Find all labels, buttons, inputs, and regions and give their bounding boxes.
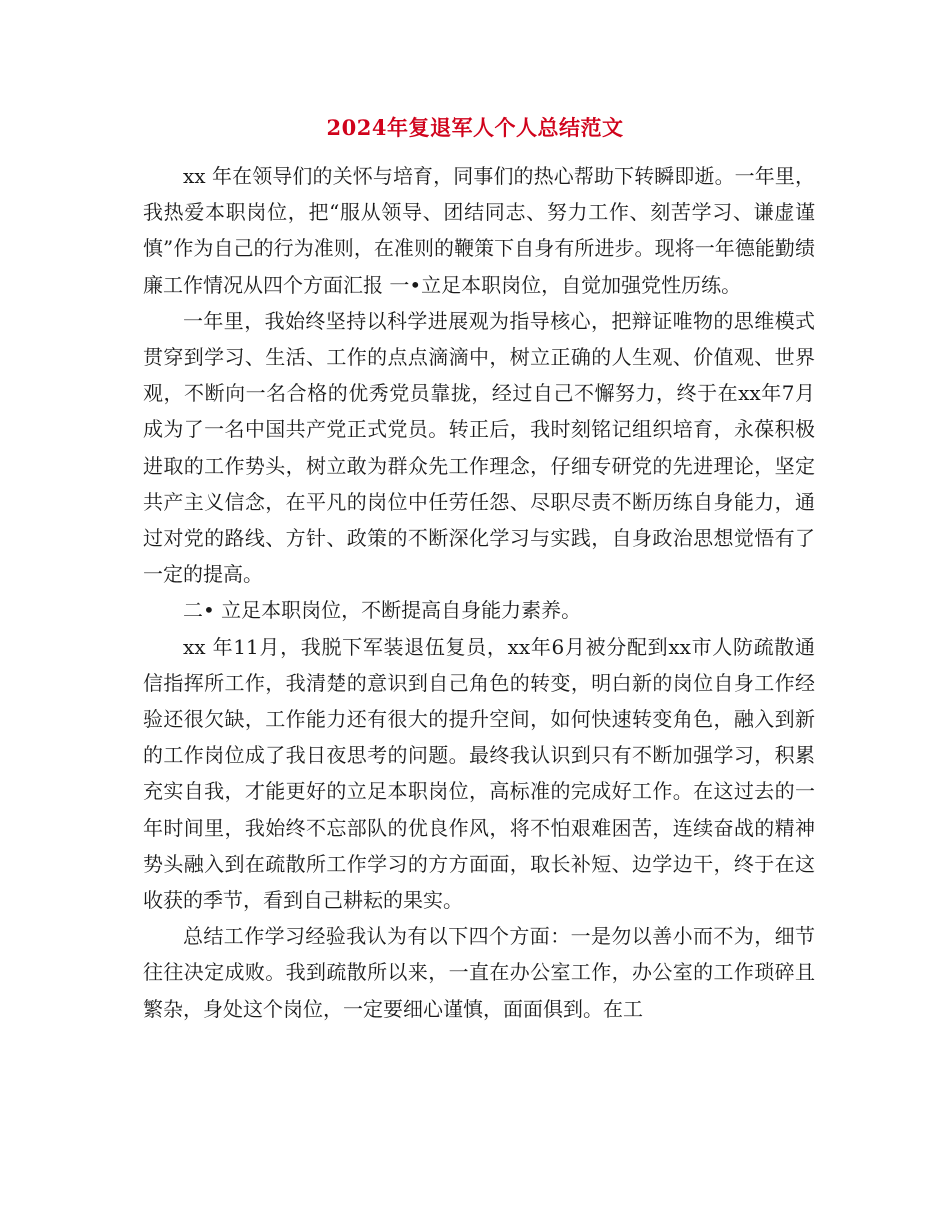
paragraph: xx 年在领导们的关怀与培育，同事们的热心帮助下转瞬即逝。一年里，我热爱本职岗位，把“服从领导、团结同志、努力工作、刻苦学习、谦虚谨慎”作为自己的行为准则，在准则的鞭策下自身有所进步。现将一年德能勤绩廉工作情况从四个方面汇报 一•立足本职岗位，自觉加强党性历练。	[143, 164, 815, 297]
paragraph: 总结工作学习经验我认为有以下四个方面：一是勿以善小而不为，细节往往决定成败。我到疏散所以来，一直在办公室工作，办公室的工作琐碎且繁杂，身处这个岗位，一定要细心谨慎，面面俱到。在工	[143, 924, 815, 1021]
paragraph: 一年里，我始终坚持以科学进展观为指导核心，把辩证唯物的思维模式贯穿到学习、生活、工作的点点滴滴中，树立正确的人生观、价值观、世界观，不断向一名合格的优秀党员靠拢，经过自己不懈努力，终于在xx年7月成为了一名中国共产党正式党员。转正后，我时刻铭记组织培育，永葆积极进取的工作势头，树立敢为群众先工作理念，仔细专研党的先进理论，坚定共产主义信念，在平凡的岗位中任劳任怨、尽职尽责不断历练自身能力，通过对党的路线、方针、政策的不断深化学习与实践，自身政治思想觉悟有了一定的提高。	[143, 308, 815, 587]
paragraph: xx 年11月，我脱下军装退伍复员，xx年6月被分配到xx市人防疏散通信指挥所工作，我清楚的意识到自己角色的转变，明白新的岗位自身工作经验还很欠缺，工作能力还有很大的提升空间，如何快速转变角色，融入到新的工作岗位成了我日夜思考的问题。最终我认识到只有不断加强学习，积累充实自我，才能更好的立足本职岗位，高标准的完成好工作。在这过去的一年时间里，我始终不忘部队的优良作风，将不怕艰难困苦，连续奋战的精神势头融入到在疏散所工作学习的方方面面，取长补短、边学边干，终于在这收获的季节，看到自己耕耘的果实。	[143, 634, 815, 913]
document-body	[143, 158, 815, 1027]
document-title: 2024年复退军人个人总结范文	[326, 115, 624, 140]
section-heading: 二• 立足本职岗位，不断提高自身能力素养。	[183, 598, 582, 623]
